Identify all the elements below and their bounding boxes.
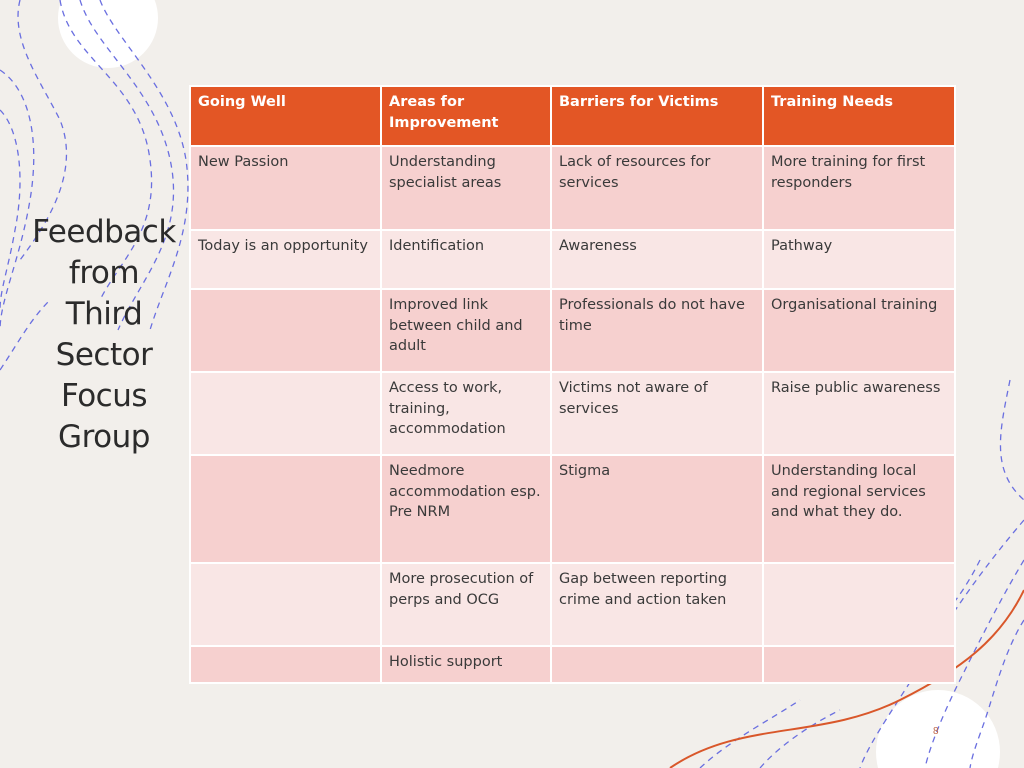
table-cell: Raise public awareness	[763, 372, 955, 455]
table-row	[190, 455, 955, 563]
title-line: Focus	[60, 378, 148, 414]
table-cell: Identification	[381, 230, 551, 289]
title-line: Group	[58, 419, 150, 455]
table-cell	[190, 646, 381, 683]
table-row	[190, 146, 955, 230]
table-cell: Improved link between child and adult	[381, 289, 551, 372]
table-cell: Today is an opportunity	[190, 230, 381, 289]
table-cell: More prosecution of perps and OCG	[381, 563, 551, 646]
title-line: from	[68, 255, 140, 291]
table-cell	[551, 646, 763, 683]
header-training-needs: Training Needs	[763, 86, 955, 146]
header-barriers-for-victims: Barriers for Victims	[551, 86, 763, 146]
table-cell: More training for first responders	[763, 146, 955, 230]
table-cell	[190, 455, 381, 563]
table-cell	[763, 563, 955, 646]
table-cell	[190, 289, 381, 372]
table-cell: Holistic support	[381, 646, 551, 683]
header-areas-for-improvement: Areas for Improvement	[381, 86, 551, 146]
table-header-row	[190, 86, 955, 146]
table-cell: Awareness	[551, 230, 763, 289]
table-row	[190, 646, 955, 683]
feedback-table	[189, 85, 956, 684]
table-cell	[190, 563, 381, 646]
table-cell	[763, 646, 955, 683]
title-line: Feedback	[32, 214, 176, 250]
table-cell: Professionals do not have time	[551, 289, 763, 372]
table-cell	[190, 372, 381, 455]
table-row	[190, 563, 955, 646]
table-cell: Needmore accommodation esp. Pre NRM	[381, 455, 551, 563]
page-number: 8	[933, 726, 939, 737]
table-cell: Lack of resources for services	[551, 146, 763, 230]
table-cell: Understanding specialist areas	[381, 146, 551, 230]
table-row	[190, 372, 955, 455]
table-cell: Victims not aware of services	[551, 372, 763, 455]
table-cell: Understanding local and regional services and what they do.	[763, 455, 955, 563]
title-line: Sector	[55, 337, 153, 373]
title-line: Third	[65, 296, 143, 332]
table-cell: New Passion	[190, 146, 381, 230]
table-cell: Pathway	[763, 230, 955, 289]
table-cell: Access to work, training, accommodation	[381, 372, 551, 455]
table-cell: Stigma	[551, 455, 763, 563]
header-going-well: Going Well	[190, 86, 381, 146]
slide-title	[22, 212, 186, 458]
table-row	[190, 230, 955, 289]
table-cell: Gap between reporting crime and action taken	[551, 563, 763, 646]
table-cell: Organisational training	[763, 289, 955, 372]
table-row	[190, 289, 955, 372]
